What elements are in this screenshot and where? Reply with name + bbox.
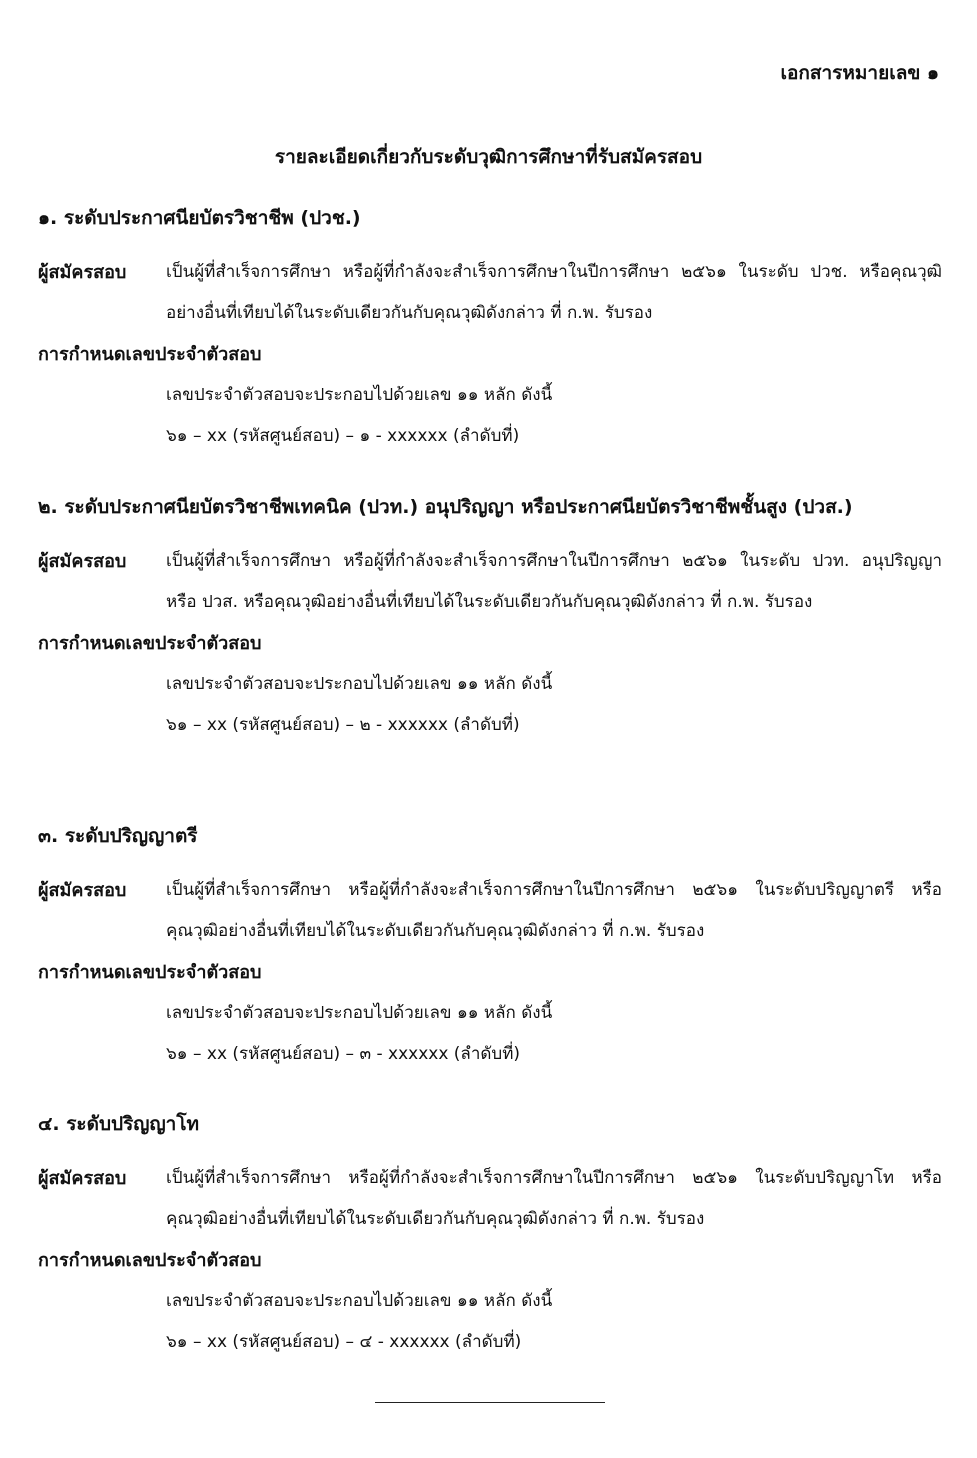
section-heading: ๔. ระดับปริญญาโท <box>38 1113 200 1135</box>
id-description: เลขประจำตัวสอบจะประกอบไปด้วยเลข ๑๑ หลัก ดังนี้ <box>166 674 553 694</box>
section-master-degree <box>38 1112 942 1363</box>
applicant-label: ผู้สมัครสอบ <box>38 880 127 901</box>
applicant-row <box>38 870 942 952</box>
section-heading: ๑. ระดับประกาศนียบัตรวิชาชีพ (ปวช.) <box>38 207 361 229</box>
applicant-row <box>38 252 942 334</box>
applicant-label: ผู้สมัครสอบ <box>38 262 127 283</box>
id-assignment-heading: การกำหนดเลขประจำตัวสอบ <box>38 633 262 654</box>
id-assignment-heading: การกำหนดเลขประจำตัวสอบ <box>38 344 262 365</box>
applicant-text: เป็นผู้ที่สำเร็จการศึกษา หรือผู้ที่กำลังจะสำเร็จการศึกษาในปีการศึกษา ๒๕๖๑ ในระดับ ปวท. อนุปริญญา หรือ ปวส. หรือคุณวุฒิอย่างอื่นที่เทียบได้ในระดับเดียวกันกับคุณวุฒิดังกล่าว ที่ ก.พ. รับรอง <box>166 551 942 612</box>
id-assignment-heading: การกำหนดเลขประจำตัวสอบ <box>38 962 262 983</box>
id-format: ๖๑ – xx (รหัสศูนย์สอบ) – ๒ - xxxxxx (ลำดับที่) <box>166 715 520 735</box>
id-description: เลขประจำตัวสอบจะประกอบไปด้วยเลข ๑๑ หลัก ดังนี้ <box>166 1291 553 1311</box>
page-title: รายละเอียดเกี่ยวกับระดับวุฒิการศึกษาที่รับสมัครสอบ <box>274 146 703 168</box>
id-format: ๖๑ – xx (รหัสศูนย์สอบ) – ๑ - xxxxxx (ลำดับที่) <box>166 426 520 446</box>
applicant-row <box>38 541 942 623</box>
applicant-text: เป็นผู้ที่สำเร็จการศึกษา หรือผู้ที่กำลังจะสำเร็จการศึกษาในปีการศึกษา ๒๕๖๑ ในระดับปริญญาตรี หรือคุณวุฒิอย่างอื่นที่เทียบได้ในระดับเดียวกันกับคุณวุฒิดังกล่าว ที่ ก.พ. รับรอง <box>166 880 942 941</box>
id-format: ๖๑ – xx (รหัสศูนย์สอบ) – ๔ - xxxxxx (ลำดับที่) <box>166 1332 522 1352</box>
section-heading: ๒. ระดับประกาศนียบัตรวิชาชีพเทคนิค (ปวท.) อนุปริญญา หรือประกาศนียบัตรวิชาชีพชั้นสูง (ปวส.) <box>38 496 853 518</box>
id-description: เลขประจำตัวสอบจะประกอบไปด้วยเลข ๑๑ หลัก ดังนี้ <box>166 385 553 405</box>
applicant-label: ผู้สมัครสอบ <box>38 1168 127 1189</box>
id-assignment-heading: การกำหนดเลขประจำตัวสอบ <box>38 1250 262 1271</box>
section-high-vocational-certificate <box>38 495 942 746</box>
id-description: เลขประจำตัวสอบจะประกอบไปด้วยเลข ๑๑ หลัก ดังนี้ <box>166 1003 553 1023</box>
applicant-text: เป็นผู้ที่สำเร็จการศึกษา หรือผู้ที่กำลังจะสำเร็จการศึกษาในปีการศึกษา ๒๕๖๑ ในระดับปริญญาโท หรือคุณวุฒิอย่างอื่นที่เทียบได้ในระดับเดียวกันกับคุณวุฒิดังกล่าว ที่ ก.พ. รับรอง <box>166 1168 942 1229</box>
applicant-text: เป็นผู้ที่สำเร็จการศึกษา หรือผู้ที่กำลังจะสำเร็จการศึกษาในปีการศึกษา ๒๕๖๑ ในระดับ ปวช. หรือคุณวุฒิอย่างอื่นที่เทียบได้ในระดับเดียวกันกับคุณวุฒิดังกล่าว ที่ ก.พ. รับรอง <box>166 262 942 323</box>
section-heading: ๓. ระดับปริญญาตรี <box>38 825 198 847</box>
end-divider <box>375 1402 605 1403</box>
applicant-label: ผู้สมัครสอบ <box>38 551 127 572</box>
section-bachelor-degree <box>38 824 942 1075</box>
section-vocational-certificate <box>38 206 942 457</box>
applicant-row <box>38 1158 942 1240</box>
document-number: เอกสารหมายเลข ๑ <box>780 62 939 84</box>
id-format: ๖๑ – xx (รหัสศูนย์สอบ) – ๓ - xxxxxx (ลำดับที่) <box>166 1044 521 1064</box>
